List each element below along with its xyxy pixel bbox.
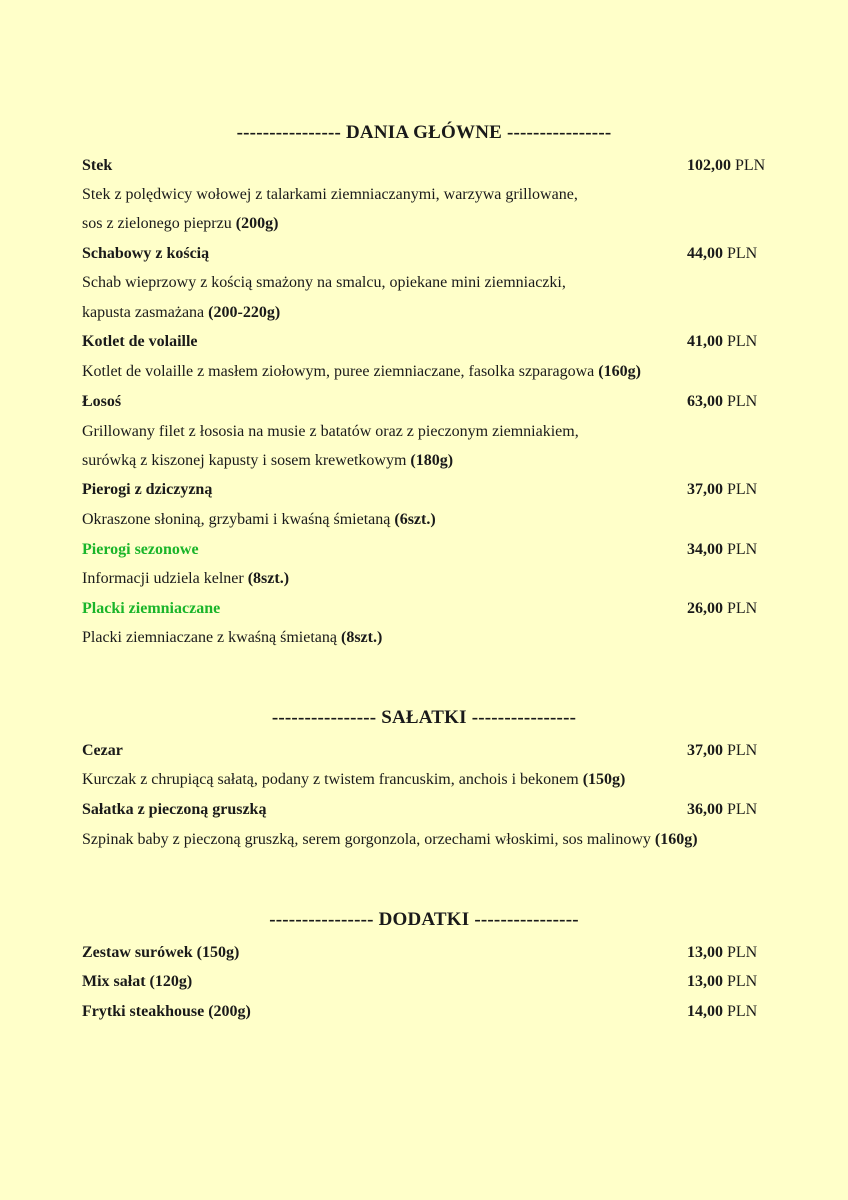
price-currency: PLN [727, 333, 758, 350]
item-weight: (150g) [582, 771, 626, 788]
price-amount: 102,00 [687, 157, 731, 174]
price-amount: 34,00 [687, 541, 723, 558]
description-text: Kurczak z chrupiącą sałatą, podany z twistem francuskim, anchois i bekonem [82, 771, 583, 788]
item-weight: (180g) [410, 452, 454, 469]
item-price [687, 245, 757, 263]
item-description [82, 511, 436, 529]
item-price [687, 742, 757, 760]
item-name-highlighted: Pierogi sezonowe [82, 541, 199, 558]
item-name: Sałatka z pieczoną gruszką [82, 801, 267, 818]
item-name: Łosoś [82, 393, 122, 410]
item-price [687, 600, 757, 618]
item-weight: (200-220g) [208, 304, 281, 321]
item-description [82, 304, 280, 322]
item-description: Schab wieprzowy z kością smażony na smalcu, opiekane mini ziemniaczki, [82, 274, 566, 291]
item-weight: (6szt.) [394, 511, 436, 528]
price-currency: PLN [727, 245, 758, 262]
item-description [82, 831, 698, 849]
item-name: Frytki steakhouse (200g) [82, 1003, 251, 1020]
item-weight: (8szt.) [247, 570, 290, 587]
item-price [687, 541, 757, 559]
item-price [687, 973, 757, 991]
price-currency: PLN [727, 973, 758, 990]
price-currency: PLN [727, 742, 758, 759]
item-description [82, 363, 641, 381]
section-title-main: ---------------- DANIA GŁÓWNE ---------------- [236, 122, 612, 143]
item-name: Kotlet de volaille [82, 333, 198, 350]
item-description: Grillowany filet z łososia na musie z batatów oraz z pieczonym ziemniakiem, [82, 423, 579, 440]
price-currency: PLN [727, 600, 758, 617]
price-currency: PLN [727, 944, 758, 961]
price-amount: 37,00 [687, 742, 723, 759]
item-price [687, 481, 757, 499]
price-currency: PLN [727, 393, 758, 410]
description-text: surówką z kiszonej kapusty i sosem krewetkowym [82, 452, 411, 469]
item-description: Stek z polędwicy wołowej z talarkami ziemniaczanymi, warzywa grillowane, [82, 186, 578, 203]
item-description [82, 570, 289, 588]
section-title-sides: ---------------- DODATKI ---------------- [269, 909, 579, 930]
description-text: Informacji udziela kelner [82, 570, 248, 587]
section-title-salads: ---------------- SAŁATKI ---------------- [271, 707, 577, 728]
item-price [687, 393, 757, 411]
item-weight: (160g) [654, 831, 698, 848]
price-amount: 14,00 [687, 1003, 723, 1020]
price-currency: PLN [727, 481, 758, 498]
price-amount: 63,00 [687, 393, 723, 410]
item-description [82, 771, 625, 789]
description-text: sos z zielonego pieprzu [82, 215, 236, 232]
item-name: Cezar [82, 742, 123, 759]
item-price [687, 801, 757, 819]
price-amount: 37,00 [687, 481, 723, 498]
item-weight: (8szt.) [341, 629, 383, 646]
item-name: Mix sałat (120g) [82, 973, 193, 990]
item-price [687, 157, 765, 175]
item-name-highlighted: Placki ziemniaczane [82, 600, 221, 617]
description-text: Szpinak baby z pieczoną gruszką, serem gorgonzola, orzechami włoskimi, sos malinowy [82, 831, 655, 848]
price-amount: 36,00 [687, 801, 723, 818]
price-currency: PLN [727, 801, 758, 818]
price-currency: PLN [727, 1003, 758, 1020]
price-amount: 26,00 [687, 600, 723, 617]
description-text: Okraszone słoniną, grzybami i kwaśną śmietaną [82, 511, 395, 528]
description-text: kapusta zasmażana [82, 304, 209, 321]
item-description [82, 452, 453, 470]
description-text: Placki ziemniaczane z kwaśną śmietaną [82, 629, 341, 646]
item-price [687, 944, 757, 962]
item-name: Pierogi z dziczyzną [82, 481, 213, 498]
price-amount: 13,00 [687, 973, 723, 990]
item-name: Zestaw surówek (150g) [82, 944, 240, 961]
item-price [687, 1003, 757, 1021]
item-description [82, 629, 382, 647]
item-name: Stek [82, 157, 113, 174]
item-description [82, 215, 278, 233]
price-amount: 41,00 [687, 333, 723, 350]
price-currency: PLN [727, 541, 758, 558]
price-currency: PLN [735, 157, 766, 174]
price-amount: 13,00 [687, 944, 723, 961]
item-price [687, 333, 757, 351]
description-text: Kotlet de volaille z masłem ziołowym, puree ziemniaczane, fasolka szparagowa [82, 363, 599, 380]
price-amount: 44,00 [687, 245, 723, 262]
item-name: Schabowy z kością [82, 245, 210, 262]
item-weight: (160g) [598, 363, 641, 380]
item-weight: (200g) [235, 215, 279, 232]
